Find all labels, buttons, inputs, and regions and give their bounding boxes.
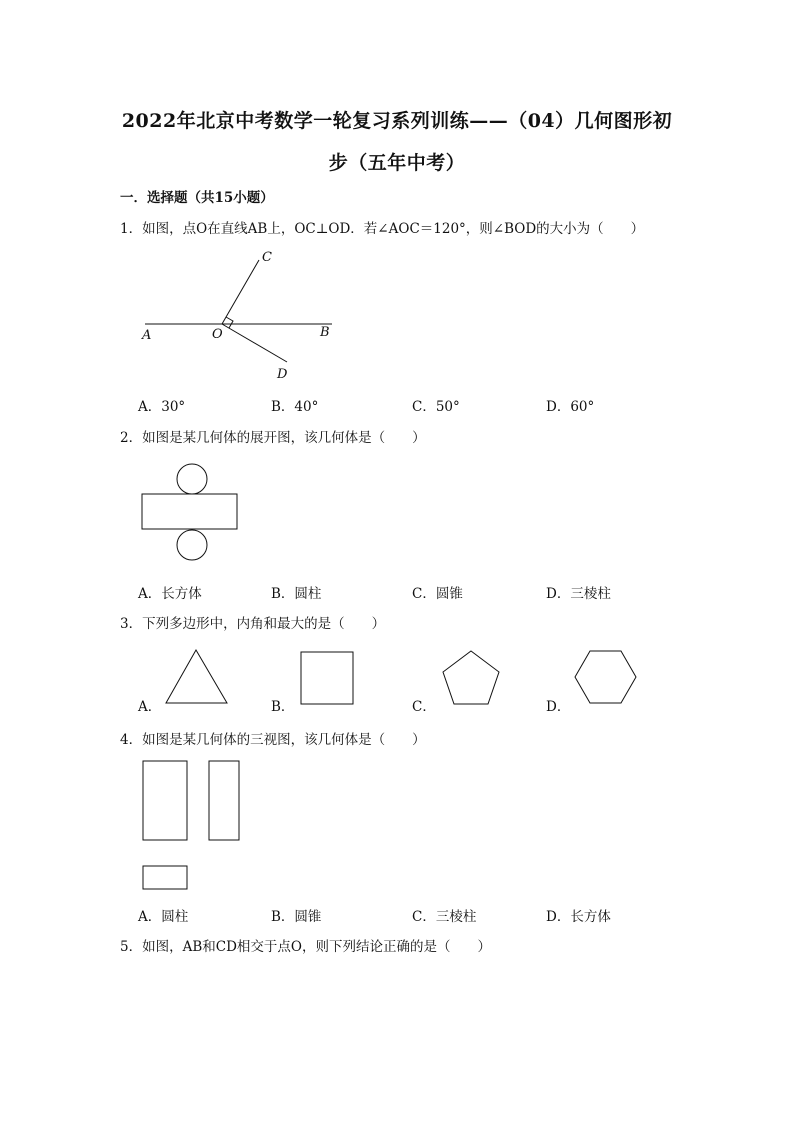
q3-option-a[interactable]: A． [138,699,162,715]
q3-option-b[interactable]: B． [271,699,295,715]
q4-option-c[interactable]: C．三棱柱 [412,909,477,925]
q1-option-c[interactable]: C．50° [412,399,460,415]
q4-option-b[interactable]: B．圆锥 [271,909,322,925]
q2-option-a[interactable]: A．长方体 [138,586,202,602]
q3-option-c[interactable]: C． [412,699,436,715]
label-d: D [277,367,288,382]
doc-title-line1: 2022年北京中考数学一轮复习系列训练——（04）几何图形初 [121,110,673,132]
q2-option-b[interactable]: B．圆柱 [271,586,322,602]
label-b: B [320,325,330,340]
q2-option-d[interactable]: D．三棱柱 [546,586,611,602]
front-view-rect [143,761,187,840]
q4-option-a[interactable]: A．圆柱 [138,909,189,925]
label-c: C [262,250,272,265]
q1-option-d[interactable]: D．60° [546,399,595,415]
q1-option-a[interactable]: A．30° [138,399,186,415]
q4-option-d[interactable]: D．长方体 [546,909,611,925]
label-o: O [212,327,223,342]
question-5-text: 5．如图，AB和CD相交于点O，则下列结论正确的是（ ） [120,939,491,955]
doc-title-line2: 步（五年中考） [328,152,466,174]
q2-option-c[interactable]: C．圆锥 [412,586,463,602]
side-view-rect [209,761,239,840]
section-heading: 一．选择题（共15小题） [120,190,274,206]
question-2-text: 2．如图是某几何体的展开图，该几何体是（ ） [120,430,426,446]
question-3-text: 3．下列多边形中，内角和最大的是（ ） [120,616,386,632]
q1-option-b[interactable]: B．40° [271,399,319,415]
question-4-text: 4．如图是某几何体的三视图，该几何体是（ ） [120,732,426,748]
q3-option-d[interactable]: D． [546,699,571,715]
question-1-text: 1．如图，点O在直线AB上，OC⊥OD．若∠AOC＝120°，则∠BOD的大小为（ ） [120,221,645,237]
top-view-rect [143,866,187,889]
label-a: A [142,328,152,343]
